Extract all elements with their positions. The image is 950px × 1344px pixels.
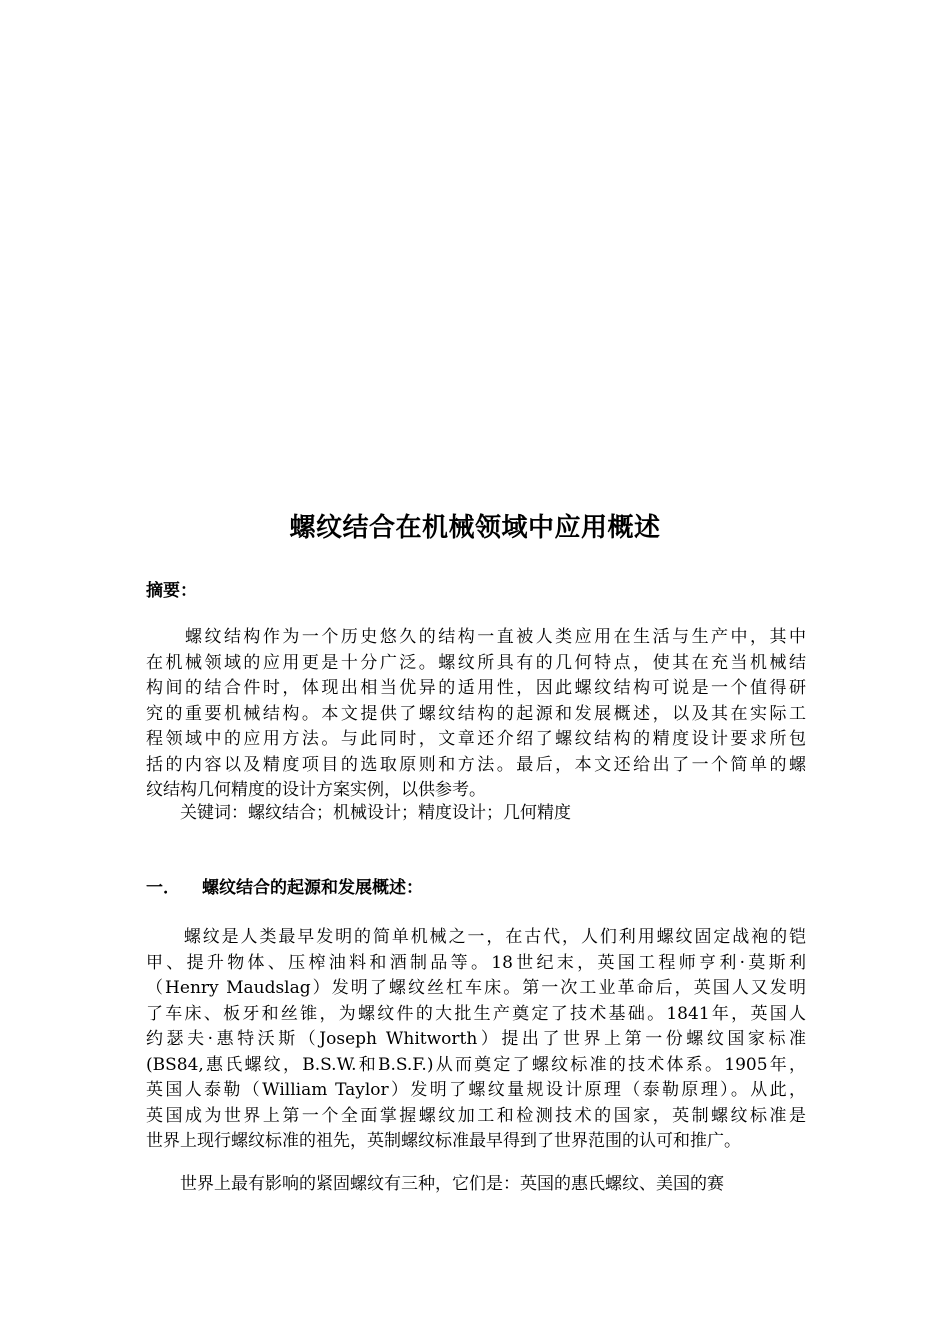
abstract-line: 括的内容以及精度项目的选取原则和方法。最后，本文还给出了一个简单的螺 [146, 754, 806, 775]
paragraph-line: (BS84,惠氏螺纹，B.S.W.和B.S.F.)从而奠定了螺纹标准的技术体系。1905年， [146, 1054, 806, 1075]
abstract-line: 在机械领域的应用更是十分广泛。螺纹所具有的几何特点，使其在充当机械结 [146, 652, 806, 673]
section-heading [146, 876, 423, 900]
paragraph-line: 世界上最有影响的紧固螺纹有三种，它们是：英国的惠氏螺纹、美国的赛 [146, 1174, 724, 1194]
paragraph-line: 了车床、板牙和丝锥，为螺纹件的大批生产奠定了技术基础。1841年，英国人 [146, 1003, 806, 1024]
paragraph-threads [146, 1172, 806, 1198]
paragraph-line: 约瑟夫·惠特沃斯（Joseph Whitworth）提出了世界上第一份螺纹国家标准 [146, 1029, 806, 1049]
paragraph-line: 螺纹是人类最早发明的简单机械之一，在古代，人们利用螺纹固定战袍的铠 [146, 927, 806, 947]
abstract-line: 构间的结合件时，体现出相当优异的适用性，因此螺纹结构可说是一个值得研 [146, 678, 806, 698]
abstract-label: 摘要： [146, 581, 197, 601]
abstract-paragraph [146, 625, 806, 804]
paragraph-line: 英国成为世界上第一个全面掌握螺纹加工和检测技术的国家，英制螺纹标准是 [146, 1105, 806, 1126]
paragraph-line: 英国人泰勒（William Taylor）发明了螺纹量规设计原理（泰勒原理）。从此， [146, 1080, 806, 1100]
abstract-line: 纹结构几何精度的设计方案实例，以供参考。 [146, 780, 486, 800]
paragraph-line: 世界上现行螺纹标准的祖先，英制螺纹标准最早得到了世界范围的认可和推广。 [146, 1131, 741, 1151]
abstract-line: 究的重要机械结构。本文提供了螺纹结构的起源和发展概述，以及其在实际工 [146, 703, 806, 724]
document-title: 螺纹结合在机械领域中应用概述 [289, 513, 661, 543]
paragraph-line: （Henry Maudslag）发明了螺纹丝杠车床。第一次工业革命后，英国人又发明 [146, 978, 806, 998]
abstract-line: 螺纹结构作为一个历史悠久的结构一直被人类应用在生活与生产中，其中 [146, 627, 806, 647]
section-title: 螺纹结合的起源和发展概述： [202, 878, 423, 898]
abstract-line: 程领域中的应用方法。与此同时，文章还介绍了螺纹结构的精度设计要求所包 [146, 729, 806, 749]
keywords-line: 关键词：螺纹结合；机械设计；精度设计；几何精度 [146, 803, 571, 823]
section-number: 一． [146, 878, 180, 898]
paragraph-origin [146, 925, 806, 1155]
paragraph-line: 甲、提升物体、压榨油料和酒制品等。18世纪末，英国工程师亨利·莫斯利 [146, 952, 806, 973]
